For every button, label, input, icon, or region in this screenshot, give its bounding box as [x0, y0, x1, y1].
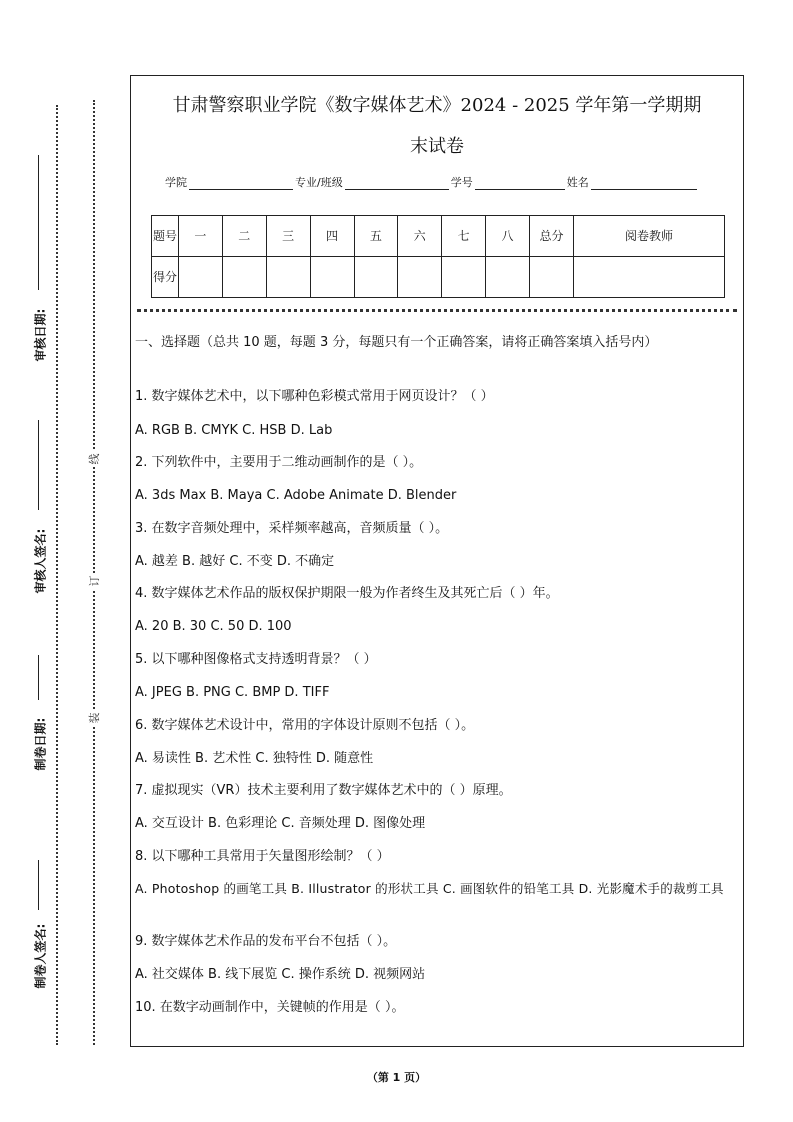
score-col-header: 总分: [530, 216, 574, 257]
answers-7: A. 交互设计 B. 色彩理论 C. 音频处理 D. 图像处理: [135, 816, 426, 831]
college-field[interactable]: [189, 177, 293, 190]
score-col-header: 八: [486, 216, 530, 257]
score-col-header: 七: [442, 216, 486, 257]
score-cell[interactable]: [310, 257, 354, 298]
answers-5: A. JPEG B. PNG C. BMP D. TIFF: [135, 685, 330, 700]
question-8: 8. 以下哪种工具常用于矢量图形绘制？（ ）: [135, 849, 390, 864]
student-id-label: 学号: [450, 176, 473, 189]
exam-title-line1: 甘肃警察职业学院《数字媒体艺术》2024 - 2025 学年第一学期期: [172, 95, 702, 116]
major-class-label: 专业/班级: [295, 176, 343, 189]
question-9: 9. 数字媒体艺术作品的发布平台不包括（ ）。: [135, 934, 397, 949]
score-cell[interactable]: [486, 257, 530, 298]
answers-1: A. RGB B. CMYK C. HSB D. Lab: [135, 423, 333, 438]
score-table-header-row: [152, 216, 725, 257]
score-cell[interactable]: [222, 257, 266, 298]
question-2: 2. 下列软件中，主要用于二维动画制作的是（ ）。: [135, 455, 423, 470]
section-intro: 一、选择题（总共 10 题，每题 3 分，每题只有一个正确答案，请将正确答案填入括号内）: [135, 335, 658, 350]
score-col-header: 三: [266, 216, 310, 257]
question-10: 10. 在数字动画制作中，关键帧的作用是（ ）。: [135, 1000, 405, 1015]
score-cell[interactable]: [442, 257, 486, 298]
page-number: （第 1 页）: [366, 1071, 427, 1084]
score-table-score-row: [152, 257, 725, 298]
answers-6: A. 易读性 B. 艺术性 C. 独特性 D. 随意性: [135, 751, 374, 766]
maker-sign-line: [38, 860, 39, 910]
score-cell[interactable]: [354, 257, 398, 298]
major-class-field[interactable]: [345, 177, 449, 190]
reviewer-sign-label: 审核人签名:: [33, 528, 48, 594]
student-id-field[interactable]: [475, 177, 565, 190]
question-4: 4. 数字媒体艺术作品的版权保护期限一般为作者终生及其死亡后（ ）年。: [135, 586, 559, 601]
college-label: 学院: [165, 176, 187, 189]
name-label: 姓名: [566, 176, 589, 189]
answers-3: A. 越差 B. 越好 C. 不变 D. 不确定: [135, 554, 335, 569]
exam-paper-frame: [130, 75, 744, 1047]
answers-4: A. 20 B. 30 C. 50 D. 100: [135, 619, 292, 634]
maker-date-label: 制卷日期:: [33, 717, 48, 771]
student-info-row: [165, 174, 699, 190]
question-6: 6. 数字媒体艺术设计中，常用的字体设计原则不包括（ ）。: [135, 718, 475, 733]
score-col-header: 四: [310, 216, 354, 257]
review-date-line: [38, 155, 39, 290]
score-cell[interactable]: [266, 257, 310, 298]
score-col-header: 二: [222, 216, 266, 257]
score-table: [151, 215, 725, 298]
cut-label-xian: 线: [86, 451, 102, 467]
review-date-label: 审核日期:: [33, 308, 48, 362]
score-col-header-teacher: 阅卷教师: [574, 216, 725, 257]
score-col-header: 五: [354, 216, 398, 257]
maker-sign-label: 制卷人签名:: [33, 923, 48, 989]
answers-8: A. Photoshop 的画笔工具 B. Illustrator 的形状工具 C. 画图软件的铅笔工具 D. 光影魔术手的裁剪工具: [135, 881, 724, 896]
cut-label-ding: 订: [86, 573, 102, 589]
score-cell[interactable]: [179, 257, 223, 298]
binding-dotted-line-left: [56, 105, 58, 1045]
maker-date-line: [38, 655, 39, 700]
score-cell[interactable]: [530, 257, 574, 298]
answers-9: A. 社交媒体 B. 线下展览 C. 操作系统 D. 视频网站: [135, 967, 426, 982]
name-field[interactable]: [591, 177, 697, 190]
answers-2: A. 3ds Max B. Maya C. Adobe Animate D. Blender: [135, 488, 457, 503]
score-col-header: 一: [179, 216, 223, 257]
score-cell[interactable]: [398, 257, 442, 298]
section-separator: [137, 309, 737, 312]
score-cell[interactable]: [574, 257, 725, 298]
question-3: 3. 在数字音频处理中，采样频率越高，音频质量（ ）。: [135, 521, 449, 536]
exam-title-line2: 末试卷: [410, 136, 464, 157]
score-table-row2-label: 得分: [152, 257, 179, 298]
score-col-header: 六: [398, 216, 442, 257]
reviewer-sign-line: [38, 420, 39, 510]
cut-label-zhuang: 装: [86, 710, 102, 726]
question-7: 7. 虚拟现实（VR）技术主要利用了数字媒体艺术中的（ ）原理。: [135, 783, 512, 798]
score-table-row1-label: 题号: [152, 216, 179, 257]
question-1: 1. 数字媒体艺术中，以下哪种色彩模式常用于网页设计？（ ）: [135, 389, 494, 404]
question-5: 5. 以下哪种图像格式支持透明背景？（ ）: [135, 652, 377, 667]
